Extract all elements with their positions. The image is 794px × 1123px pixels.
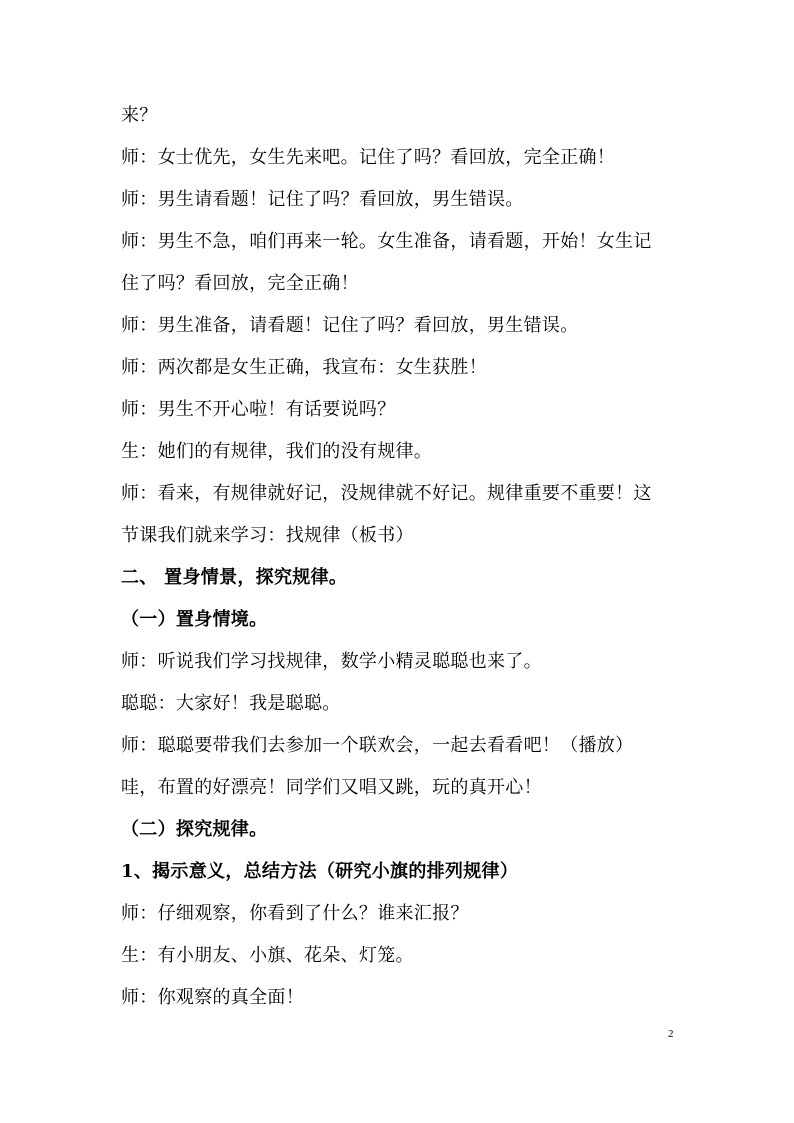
text-line: 住了吗？看回放，完全正确！ [121,273,359,294]
text-line: 师：男生不开心啦！有话要说吗？ [121,399,396,420]
text-line: 师：男生不急，咱们再来一轮。女生准备，请看题，开始！女生记 [121,231,652,252]
text-line: 来？ [121,105,158,126]
text-line: 师：听说我们学习找规律，数学小精灵聪聪也来了。 [121,651,542,672]
text-line: 师：女士优先，女生先来吧。记住了吗？看回放，完全正确！ [121,147,616,168]
text-line: 师：聪聪要带我们去参加一个联欢会，一起去看看吧！（播放） [121,735,634,756]
text-line: 生：有小朋友、小旗、花朵、灯笼。 [121,945,414,966]
step-heading: 1、揭示意义，总结方法（研究小旗的排列规律） [121,861,519,882]
text-line: 师：看来，有规律就好记，没规律就不好记。规律重要不重要！这 [121,483,652,504]
text-line: 聪聪：大家好！我是聪聪。 [121,693,341,714]
text-line: 师：男生请看题！记住了吗？看回放，男生错误。 [121,189,524,210]
subsection-heading: （二）探究规律。 [121,819,268,840]
text-line: 师：仔细观察，你看到了什么？谁来汇报？ [121,903,469,924]
text-line: 师：男生准备，请看题！记住了吗？看回放，男生错误。 [121,315,579,336]
text-line: 师：两次都是女生正确，我宣布：女生获胜！ [121,357,487,378]
section-heading: 二、 置身情景，探究规律。 [121,567,348,588]
text-line: 师：你观察的真全面！ [121,987,304,1008]
subsection-heading: （一）置身情境。 [121,609,268,630]
page-number: 2 [668,1028,674,1040]
text-line: 哇，布置的好漂亮！同学们又唱又跳，玩的真开心！ [121,777,542,798]
text-line: 生：她们的有规律，我们的没有规律。 [121,441,433,462]
text-line: 节课我们就来学习：找规律（板书） [121,525,414,546]
